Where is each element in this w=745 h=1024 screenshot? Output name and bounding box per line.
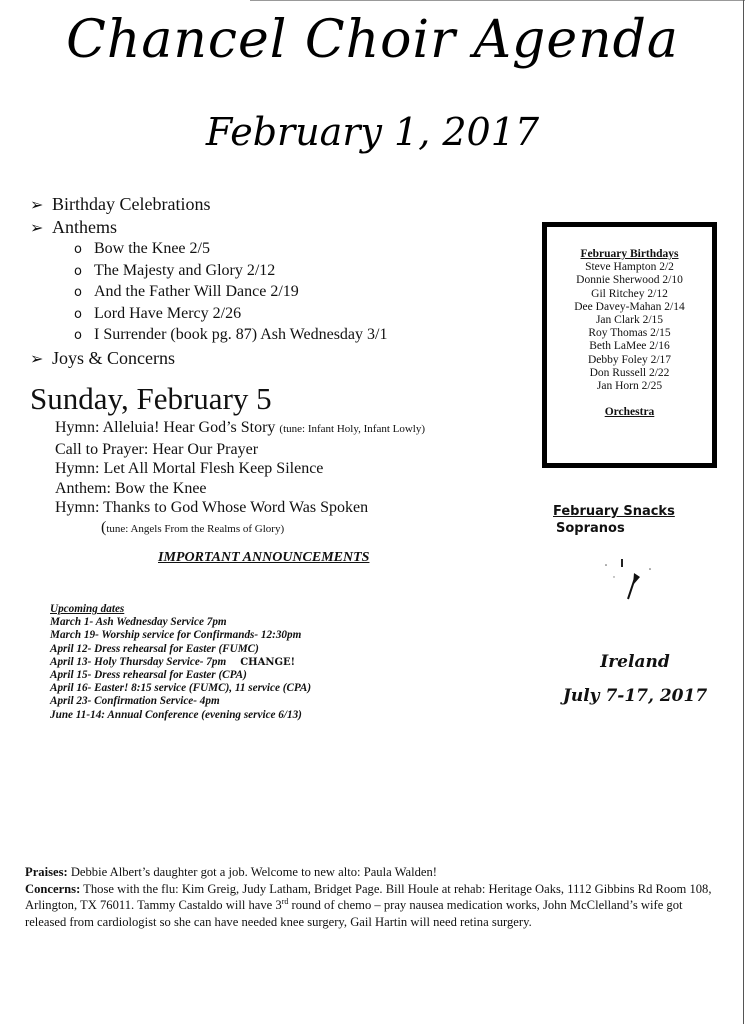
service-line: [55, 459, 425, 479]
service-line: [55, 498, 425, 518]
service-text: Hymn: Thanks to God Whose Word Was Spoken: [55, 499, 369, 516]
anthem-label: The Majesty and Glory 2/12: [94, 261, 276, 279]
service-text: Anthem: Bow the Knee: [55, 479, 207, 497]
anthem-label: Lord Have Mercy 2/26: [94, 304, 242, 322]
birthday-item: Steve Hampton 2/2: [585, 261, 674, 274]
birthday-item: Don Russell 2/22: [589, 366, 670, 379]
date-item: [50, 669, 311, 682]
agenda-item-label: Birthday Celebrations: [52, 194, 211, 214]
concerns-text: round of chemo – pray nausea medication works, John McClelland’s wife got released from cardiologist so she can have needed knee surgery, Gail Hartin will need retina surgery.: [25, 898, 683, 929]
tune-note: (tune: Infant Holy, Infant Lowly): [279, 423, 426, 435]
arrow-bullet-icon: ➢: [30, 218, 44, 237]
snacks-heading: February Snacks: [553, 504, 675, 519]
birthday-item: Jan Horn 2/25: [596, 380, 663, 393]
concerns-label: Concerns:: [25, 881, 81, 896]
snacks-section: [553, 503, 675, 537]
date-text: April 15- Dress rehearsal for Easter (CPA): [50, 669, 247, 682]
agenda-item-joys-concerns: [30, 347, 387, 370]
arrow-bullet-icon: ➢: [30, 348, 44, 368]
important-announcements-heading: IMPORTANT ANNOUNCEMENTS: [158, 550, 370, 565]
date-text: April 16- Easter! 8:15 service (FUMC), 11 service (CPA): [50, 682, 312, 695]
date-item: [50, 643, 311, 656]
page-date: February 1, 2017: [205, 110, 540, 154]
sketch-mark-icon: [600, 555, 670, 625]
change-flag: CHANGE!: [240, 656, 296, 668]
snacks-section-name: Sopranos: [556, 521, 625, 536]
circle-bullet-icon: o: [74, 328, 82, 343]
anthem-item: [30, 261, 387, 283]
birthday-item: Roy Thomas 2/15: [588, 327, 671, 340]
birthdays-heading: February Birthdays: [580, 248, 679, 260]
praises-label: Praises:: [25, 865, 68, 879]
service-text: Call to Prayer: Hear Our Prayer: [55, 440, 259, 458]
birthdays-box: [542, 222, 717, 468]
circle-bullet-icon: o: [74, 285, 82, 300]
sunday-heading: Sunday, February 5: [30, 381, 272, 416]
date-item: [50, 709, 311, 722]
orchestra-heading: Orchestra: [604, 406, 655, 419]
anthem-label: I Surrender (book pg. 87) Ash Wednesday 3/1: [94, 326, 388, 343]
praises-line: [25, 864, 725, 881]
birthday-item: Debby Foley 2/17: [587, 353, 672, 366]
scan-top-edge: [250, 0, 745, 1]
circle-bullet-icon: o: [74, 242, 82, 257]
anthem-item: [30, 239, 387, 261]
trip-announcement: [545, 645, 725, 713]
praises-text: Debbie Albert’s daughter got a job. Welcome to new alto: Paula Walden!: [67, 865, 437, 879]
date-text: April 12- Dress rehearsal for Easter (FUMC): [50, 642, 259, 655]
anthem-item: [30, 325, 387, 347]
service-order: [55, 418, 425, 539]
anthem-label: And the Father Will Dance 2/19: [94, 283, 299, 300]
tune-note: tune: Angels From the Realms of Glory): [106, 522, 285, 535]
agenda-item-birthdays: [30, 193, 387, 216]
birthday-item: Beth LaMee 2/16: [589, 340, 670, 353]
ordinal-suffix: rd: [281, 896, 289, 906]
birthday-item: Gil Ritchey 2/12: [591, 287, 668, 300]
trip-destination: Ireland: [600, 652, 670, 672]
service-line: [55, 418, 425, 440]
arrow-bullet-icon: ➢: [30, 195, 44, 214]
service-text: Hymn: Let All Mortal Flesh Keep Silence: [55, 460, 324, 477]
date-text: April 23- Confirmation Service- 4pm: [50, 695, 220, 708]
service-line: [55, 440, 425, 460]
date-text: April 13- Holy Thursday Service- 7pm: [50, 655, 227, 668]
trip-dates: July 7-17, 2017: [562, 686, 708, 706]
anthem-item: [30, 282, 387, 304]
concerns-text: Those with the flu: Kim Greig, Judy Latham, Bridget Page. Bill Houle at rehab: Heritage Oaks, 1112 Gibbins Rd Room 108, Arlington, TX 76011. Tammy Castaldo will have 3: [25, 881, 712, 912]
tune-line: [55, 518, 425, 540]
sunday-section: [30, 380, 272, 418]
agenda-item-label: Anthems: [52, 217, 117, 237]
anthem-item: [30, 304, 387, 326]
service-text: Hymn: Alleluia! Hear God’s Story: [55, 419, 280, 436]
page-title: Chancel Choir Agenda: [66, 10, 679, 70]
upcoming-dates: [50, 603, 311, 722]
date-text: June 11-14: Annual Conference (evening service 6/13): [50, 708, 302, 721]
concerns-paragraph: [25, 881, 725, 931]
agenda-item-anthems: [30, 216, 387, 239]
date-item: [50, 682, 311, 695]
tune-paren: (: [101, 518, 107, 536]
birthday-item: Jan Clark 2/15: [595, 314, 664, 327]
birthday-item: Donnie Sherwood 2/10: [576, 274, 683, 287]
date-item: [50, 616, 311, 629]
birthday-item: Dee Davey-Mahan 2/14: [574, 300, 685, 313]
date-item: [50, 656, 311, 669]
agenda-list: [30, 193, 387, 370]
circle-bullet-icon: o: [74, 306, 82, 322]
date-item: [50, 629, 311, 642]
praises-concerns: [25, 864, 725, 930]
agenda-item-label: Joys & Concerns: [52, 347, 175, 368]
date-item: [50, 695, 311, 708]
date-text: March 19- Worship service for Confirmands- 12:30pm: [50, 629, 302, 642]
anthem-label: Bow the Knee 2/5: [94, 240, 210, 257]
date-text: March 1- Ash Wednesday Service 7pm: [50, 616, 227, 629]
upcoming-dates-heading: Upcoming dates: [50, 603, 125, 615]
service-line: [55, 479, 425, 499]
circle-bullet-icon: o: [74, 263, 82, 279]
